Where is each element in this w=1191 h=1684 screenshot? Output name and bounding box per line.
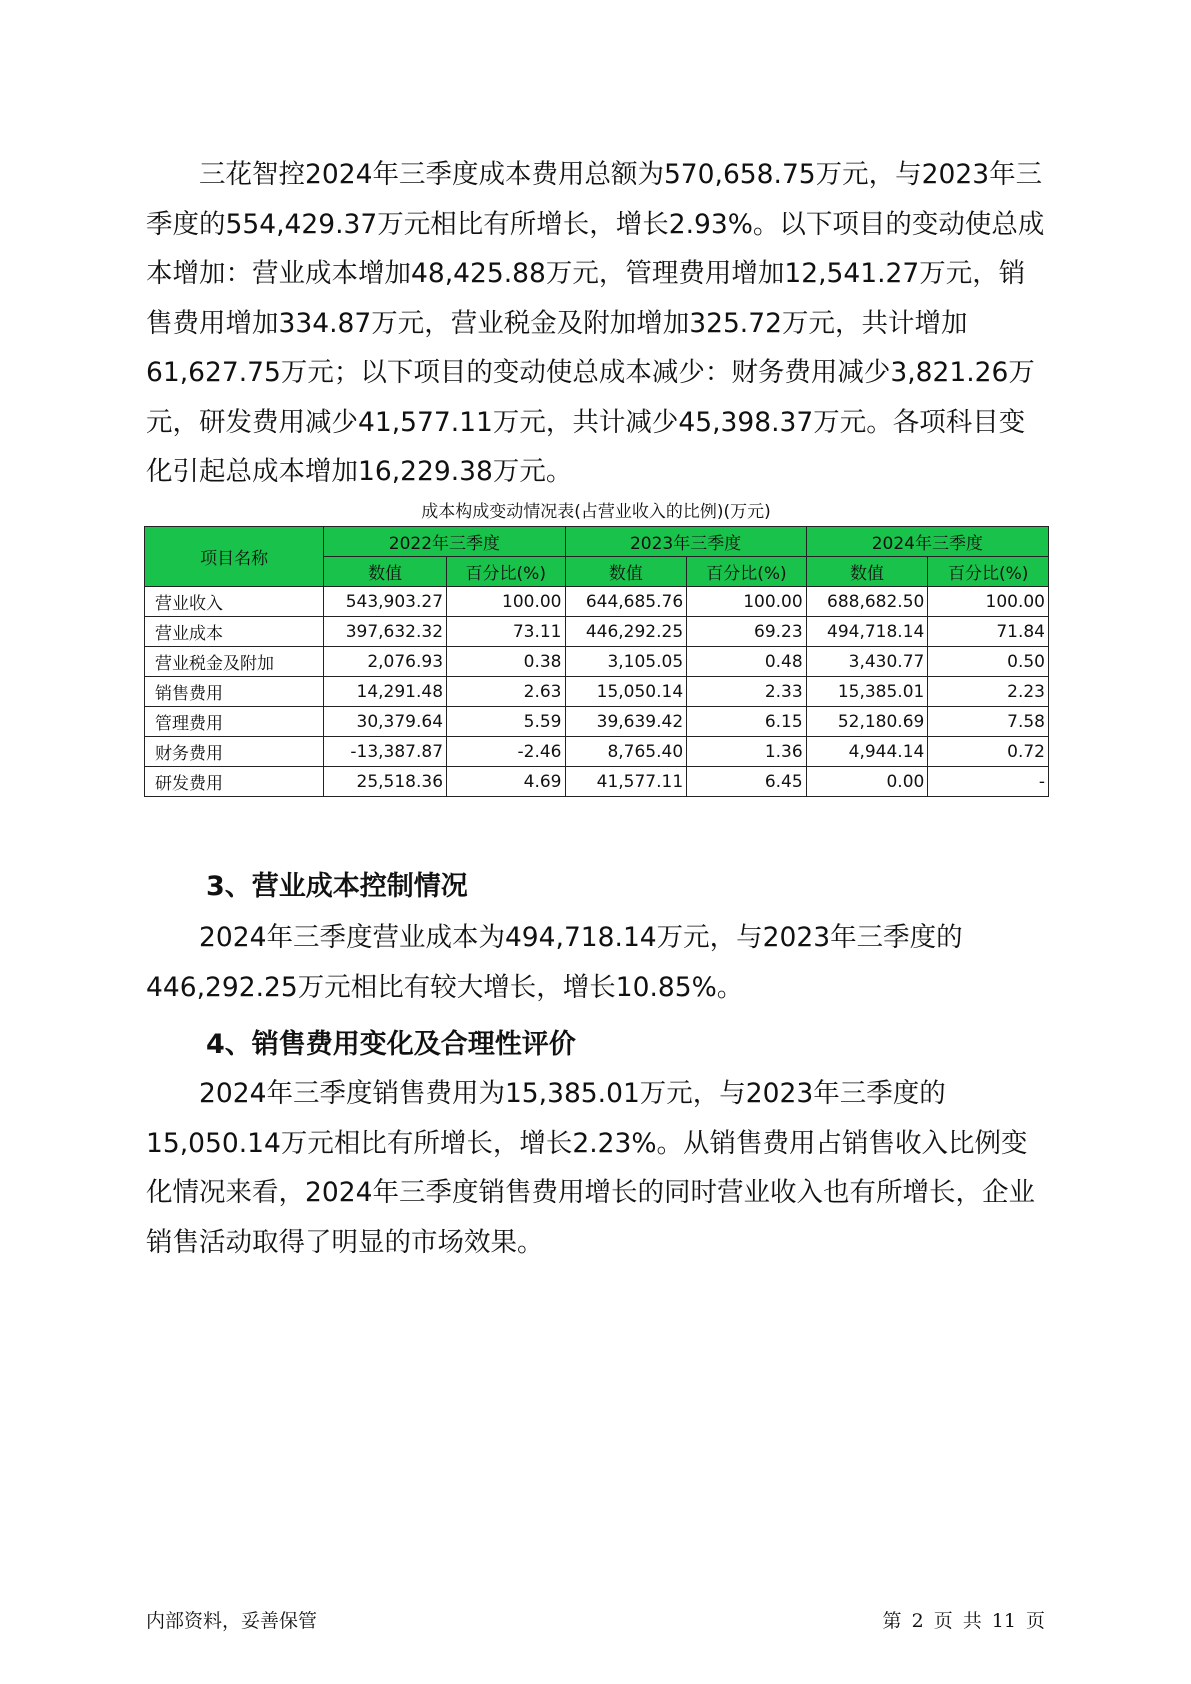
row-label: 营业成本 bbox=[145, 617, 324, 647]
row-label: 研发费用 bbox=[145, 767, 324, 797]
cell-value: 688,682.50 bbox=[806, 587, 928, 617]
footer-confidential-note: 内部资料，妥善保管 bbox=[146, 1610, 318, 1632]
cell-percent: 2.23 bbox=[928, 677, 1049, 707]
table-row bbox=[145, 737, 1049, 767]
cell-value: 0.00 bbox=[806, 767, 928, 797]
cell-value: 397,632.32 bbox=[324, 617, 447, 647]
cell-value: 14,291.48 bbox=[324, 677, 447, 707]
header-period-2023: 2023年三季度 bbox=[565, 527, 806, 557]
cell-value: 3,430.77 bbox=[806, 647, 928, 677]
section-heading-sales-expense: 4、销售费用变化及合理性评价 bbox=[206, 1029, 576, 1060]
section-heading-operating-cost: 3、营业成本控制情况 bbox=[206, 871, 468, 902]
table-row bbox=[145, 677, 1049, 707]
row-label: 营业收入 bbox=[145, 587, 324, 617]
cell-value: 543,903.27 bbox=[324, 587, 447, 617]
cell-value: 15,050.14 bbox=[565, 677, 687, 707]
cell-value: 2,076.93 bbox=[324, 647, 447, 677]
cell-value: 446,292.25 bbox=[565, 617, 687, 647]
cell-percent: 100.00 bbox=[447, 587, 565, 617]
cell-value: 52,180.69 bbox=[806, 707, 928, 737]
cell-percent: 0.50 bbox=[928, 647, 1049, 677]
paragraph-cost-summary: 三花智控2024年三季度成本费用总额为570,658.75万元，与2023年三季度的554,429.37万元相比有所增长，增长2.93%。以下项目的变动使总成本增加：营业成本增加48,425.88万元，管理费用增加12,541.27万元，销售费用增加334.87万元，营业税金及附加增加325.72万元，共计增加61,627.75万元；以下项目的变动使总成本减少：财务费用减少3,821.26万元，研发费用减少41,577.11万元，共计减少45,398.37万元。各项科目变化引起总成本增加16,229.38万元。 bbox=[146, 159, 1045, 487]
cell-percent: 0.48 bbox=[687, 647, 807, 677]
subheader-percent: 百分比(%) bbox=[928, 557, 1049, 587]
header-period-2024: 2024年三季度 bbox=[806, 527, 1048, 557]
row-label: 财务费用 bbox=[145, 737, 324, 767]
table-row bbox=[145, 767, 1049, 797]
table-row bbox=[145, 617, 1049, 647]
row-label: 销售费用 bbox=[145, 677, 324, 707]
cell-percent: 73.11 bbox=[447, 617, 565, 647]
table-row bbox=[145, 707, 1049, 737]
cell-percent: 0.72 bbox=[928, 737, 1049, 767]
cell-percent: 7.58 bbox=[928, 707, 1049, 737]
cell-percent: -2.46 bbox=[447, 737, 565, 767]
subheader-value: 数值 bbox=[565, 557, 687, 587]
table-header-row bbox=[145, 527, 1049, 557]
cell-percent: - bbox=[928, 767, 1049, 797]
cell-percent: 6.45 bbox=[687, 767, 807, 797]
table-row bbox=[145, 587, 1049, 617]
cell-percent: 100.00 bbox=[687, 587, 807, 617]
cell-value: 15,385.01 bbox=[806, 677, 928, 707]
cell-percent: 2.33 bbox=[687, 677, 807, 707]
cell-value: 8,765.40 bbox=[565, 737, 687, 767]
table-caption: 成本构成变动情况表(占营业收入的比例)(万元) bbox=[421, 502, 771, 522]
header-period-2022: 2022年三季度 bbox=[324, 527, 565, 557]
cell-percent: 100.00 bbox=[928, 587, 1049, 617]
subheader-value: 数值 bbox=[324, 557, 447, 587]
table-row bbox=[145, 647, 1049, 677]
cell-value: 25,518.36 bbox=[324, 767, 447, 797]
cell-percent: 69.23 bbox=[687, 617, 807, 647]
cell-percent: 2.63 bbox=[447, 677, 565, 707]
row-label: 管理费用 bbox=[145, 707, 324, 737]
paragraph-operating-cost: 2024年三季度营业成本为494,718.14万元，与2023年三季度的446,292.25万元相比有较大增长，增长10.85%。 bbox=[146, 922, 963, 1003]
header-item-name: 项目名称 bbox=[145, 527, 324, 587]
cell-percent: 6.15 bbox=[687, 707, 807, 737]
cell-percent: 0.38 bbox=[447, 647, 565, 677]
subheader-value: 数值 bbox=[806, 557, 928, 587]
cell-percent: 1.36 bbox=[687, 737, 807, 767]
row-label: 营业税金及附加 bbox=[145, 647, 324, 677]
cell-value: 41,577.11 bbox=[565, 767, 687, 797]
cell-percent: 71.84 bbox=[928, 617, 1049, 647]
footer-page-number: 第 2 页 共 11 页 bbox=[882, 1610, 1045, 1632]
cell-percent: 5.59 bbox=[447, 707, 565, 737]
cell-value: 30,379.64 bbox=[324, 707, 447, 737]
cell-value: 494,718.14 bbox=[806, 617, 928, 647]
cell-value: 3,105.05 bbox=[565, 647, 687, 677]
cell-value: 4,944.14 bbox=[806, 737, 928, 767]
cell-percent: 4.69 bbox=[447, 767, 565, 797]
cell-value: 644,685.76 bbox=[565, 587, 687, 617]
cell-value: 39,639.42 bbox=[565, 707, 687, 737]
cell-value: -13,387.87 bbox=[324, 737, 447, 767]
subheader-percent: 百分比(%) bbox=[687, 557, 807, 587]
cost-structure-table bbox=[144, 526, 1049, 797]
paragraph-sales-expense: 2024年三季度销售费用为15,385.01万元，与2023年三季度的15,050.14万元相比有所增长，增长2.23%。从销售费用占销售收入比例变化情况来看，2024年三季度销售费用增长的同时营业收入也有所增长，企业销售活动取得了明显的市场效果。 bbox=[146, 1078, 1035, 1258]
subheader-percent: 百分比(%) bbox=[447, 557, 565, 587]
